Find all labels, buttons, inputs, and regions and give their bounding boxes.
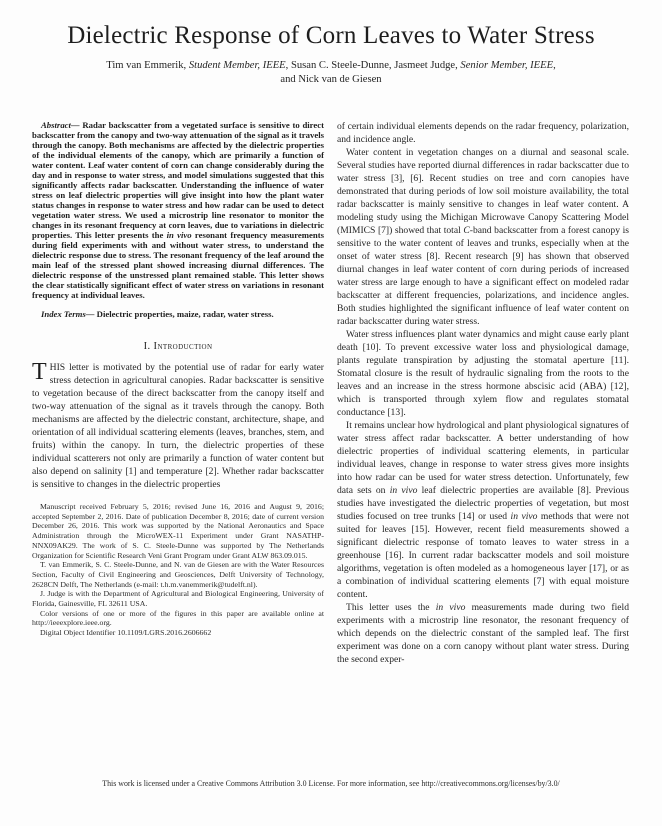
footnote-manuscript-history: Manuscript received February 5, 2016; revised June 16, 2016 and August 9, 2016; accepted September 2, 2016. Date of publication December 8, 2016; date of current version December 26, 2016. This work was supported by the National Aeronautics and Space Administration through the MicroWEX-11 Experiment under Grant NASATHP-NNX09AK29. The work of S. C. Steele-Dunne was supported by The Netherlands Organization for Scientific Research Veni Grant Program under Grant ALW 863.09.015. <box>32 502 324 560</box>
section-heading-introduction <box>32 341 324 352</box>
footnote-color-versions: Color versions of one or more of the figures in this paper are available online at http://ieeexplore.ieee.org. <box>32 608 324 628</box>
intro-paragraph-1 <box>32 361 324 491</box>
left-column <box>32 120 324 666</box>
intro-paragraph-5: This letter uses the in vivo measurements made during two field experiments with a microstrip line resonator, the resonant frequency of which depends on the dielectric constant of the sampled leaf. The first experiment was done on a corn canopy without plant water stress. During the second exper- <box>337 602 629 665</box>
footnote-affiliation-delft: T. van Emmerik, S. C. Steele-Dunne, and N. van de Giesen are with the Water Resources Section, Faculty of Civil Engineering and Geosciences, Delft University of Technology, 2628CN Delft, The Netherlands (e-mail: t.h.m.vanemmerik@tudelft.nl). <box>32 560 324 589</box>
authors-line-2: and Nick van de Giesen <box>280 74 382 85</box>
footnote-doi: Digital Object Identifier 10.1109/LGRS.2016.2606662 <box>40 628 212 638</box>
first-page-footnotes <box>32 502 324 638</box>
license-line: This work is licensed under a Creative Commons Attribution 3.0 License. For more information, see http://creativecommons.org/licenses/by/3.0/ <box>102 779 560 788</box>
abstract-label: Abstract— <box>41 120 80 130</box>
section-title: Introduction <box>153 341 213 352</box>
abstract-paragraph <box>32 120 324 300</box>
index-terms-paragraph <box>32 309 324 319</box>
intro-paragraph-1-text: HIS letter is motivated by the potential use of radar for early water stress detection in agricultural canopies. Radar backscatter is sensitive to vegetation because of the direct backscatter from the canopy itself and two-way attenuation of the signal as it travels through the canopy. Both mechanisms are affected by the dielectric constant, architecture, shape, and orientation of all individual scattering elements (leaves, branches, stem, and fruits) within the canopy. In turn, the dielectric properties of these individual scatterers not only are primarily a function of water content but also depend on salinity [1] and temperature [2]. Whether radar backscatter is sensitive to changes in the dielectric properties <box>32 362 324 490</box>
abstract-text: Radar backscatter from a vegetated surface is sensitive to direct backscatter from the canopy and two-way attenuation of the signal as it travels through the canopy. Both mechanisms are affected by the dielectric properties of the individual elements of the canopy, which are primarily a function of water content. Leaf water content of corn can change considerably during the day and in response to water stress, and model simulations suggested that this significantly affects radar backscatter. Understanding the influence of water stress on leaf dielectric properties will give insight into how the plant water status changes in response to water stress and how radar can be used to detect vegetation water stress. We used a microstrip line resonator to monitor the changes in its resonant frequency at corn leaves, due to variations in dielectric properties. This letter presents the in vivo resonant frequency measurements during field experiments with and without water stress, to understand the dielectric response due to stress. The resonant frequency of the leaf around the main leaf of the stressed plant showed increasing diurnal differences. The dielectric response of the unstressed plant remained stable. This letter shows the clear statistically significant effect of water stress on variations in resonant frequency at individual leaves. <box>32 120 324 300</box>
two-column-body <box>0 120 662 666</box>
intro-paragraph-4: It remains unclear how hydrological and plant physiological signatures of water stress affect radar backscatter. A better understanding of how dielectric properties of individual scattering elements, in particular individual leaves, change in response to water stress gives more insights into how radar can be used for water stress detection. Unfortunately, few data sets on in vivo leaf dielectric properties are available [8]. Previous studies have investigated the dielectric properties of vegetation, but most studies focused on tree trunks [14] or used in vivo methods that were not suited for leaves [15]. However, recent field measurements showed a significant dielectric response of tomato leaves to water stress in a greenhouse [16]. In current radar backscatter models and soil moisture algorithms, vegetation is often modeled as a homogeneous layer [17], or as a combination of individual scattering elements [7] with equal moisture content. <box>337 420 629 600</box>
section-number: I. <box>143 341 151 352</box>
paper-title: Dielectric Response of Corn Leaves to Water Stress <box>67 22 595 49</box>
intro-paragraph-1-continued: of certain individual elements depends on the radar frequency, polarization, and incidence angle. <box>337 121 629 145</box>
intro-paragraph-2: Water content in vegetation changes on a diurnal and seasonal scale. Several studies have reported diurnal differences in radar backscatter due to water stress [3], [6]. Recent studies on tree and corn canopies have demonstrated that during periods of low soil moisture availability, the total radar backscatter is mainly sensitive to changes in leaf water content. A modeling study using the Michigan Microwave Canopy Scattering Model (MIMICS [7]) showed that total C-band backscatter from a forest canopy is sensitive to the water content of leaves and trunks, especially when at the onset of water stress [8]. Recent research [9] has shown that observed diurnal changes in leaf water content of corn during periods of increased water stress are large enough to have a significant effect on modeled radar backscatter at different frequencies, polarizations, and incidence angles. Both studies highlighted the significant influence of leaf water content on radar backscatter during water stress. <box>337 147 629 327</box>
drop-cap: T <box>32 359 47 385</box>
authors-line-1: Tim van Emmerik, Student Member, IEEE, Susan C. Steele-Dunne, Jasmeet Judge, Senior Member, IEEE, <box>106 60 556 71</box>
right-column <box>337 120 629 666</box>
index-terms-label: Index Terms— <box>41 309 95 319</box>
index-terms-text: Dielectric properties, maize, radar, water stress. <box>94 309 274 319</box>
intro-paragraph-3: Water stress influences plant water dynamics and might cause early plant death [10]. To prevent excessive water loss and physiological damage, plants regulate transpiration by adjusting the stomatal aperture [11]. Stomatal closure is the result of hydraulic signaling from the roots to the leaves and an increase in the stress hormone abscisic acid (ABA) [12], which is transported through xylem flow and regulates stomatal conductance [13]. <box>337 329 629 418</box>
author-list <box>0 59 662 87</box>
footnote-affiliation-florida: J. Judge is with the Department of Agricultural and Biological Engineering, University of Florida, Gainesville, FL 32611 USA. <box>32 589 324 609</box>
